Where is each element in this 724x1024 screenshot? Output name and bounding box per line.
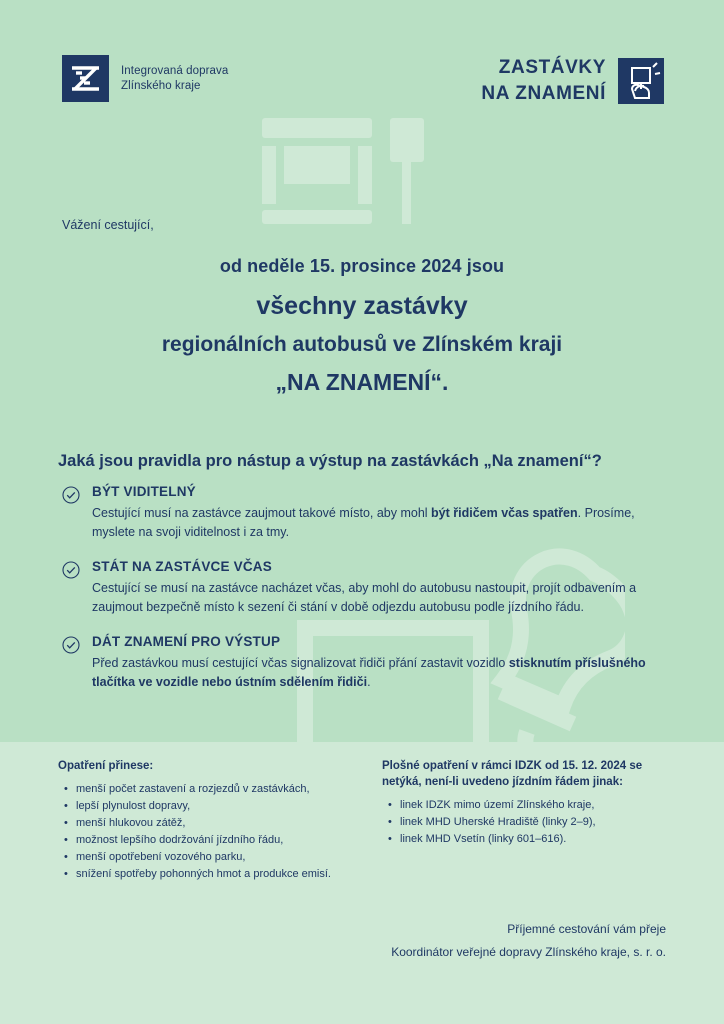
brand-logo [62,55,228,102]
bus-watermark-icon [262,118,462,228]
headline-line-4: „NA ZNAMENÍ“. [275,369,449,395]
rule-title: STÁT NA ZASTÁVCE VČAS [92,559,272,574]
footer-line-2: Koordinátor veřejné dopravy Zlínského kraje, s. r. o. [391,945,666,959]
headline-line-1: od neděle 15. prosince 2024 jsou [219,256,505,276]
headline-block [0,256,724,396]
list-item: • menší počet zastavení a rozjezdů v zastávkách, [76,781,368,798]
exceptions-heading: Plošné opatření v rámci IDZK od 15. 12. 2024 se netýká, není-li uvedeno jízdním řádem jinak: [382,760,643,788]
list-item: • linek MHD Uherské Hradiště (linky 2–9), [400,814,682,831]
footer-block [391,918,666,964]
list-item: • menší opotřebení vozového parku, [76,849,368,866]
rule-item [62,559,662,617]
rule-title: BÝT VIDITELNÝ [92,484,196,499]
list-item: • menší hlukovou zátěž, [76,815,368,832]
salutation-text: Vážení cestující, [62,218,154,232]
header-title-block [481,55,664,107]
idzk-logo-icon [62,55,109,102]
check-circle-icon [62,636,80,654]
exceptions-list [382,797,682,848]
check-circle-icon [62,486,80,504]
list-item: • snížení spotřeby pohonných hmot a produkce emisí. [76,866,368,883]
rule-title: DÁT ZNAMENÍ PRO VÝSTUP [92,634,281,649]
benefits-list [58,781,368,883]
rule-item [62,634,662,692]
benefits-heading: Opatření přinese: [58,760,154,772]
footer-line-1: Příjemné cestování vám přeje [507,922,666,936]
check-circle-icon [62,561,80,579]
headline-line-2: všechny zastávky [256,292,468,320]
page-title [481,55,606,107]
rule-text: Cestující musí na zastávce zaujmout takové místo, aby mohl být řidičem včas spatřen. Prosíme, myslete na svoji viditelnost i za tmy. [92,506,635,539]
rules-list [62,484,662,709]
brand-logo-text [121,64,228,94]
list-item: • linek MHD Vsetín (linky 601–616). [400,831,682,848]
benefits-block [58,758,368,883]
page-title-line-2: NA ZNAMENÍ [481,83,606,104]
list-item: • linek IDZK mimo území Zlínského kraje, [400,797,682,814]
rules-question: Jaká jsou pravidla pro nástup a výstup na zastávkách „Na znamení“? [58,452,602,470]
exceptions-block [382,758,682,848]
list-item: • lepší plynulost dopravy, [76,798,368,815]
list-item: • možnost lepšího dodržování jízdního řádu, [76,832,368,849]
rule-text: Před zastávkou musí cestující včas signalizovat řidiči přání zastavit vozidlo stisknutím příslušného tlačítka ve vozidle nebo ústním sdělením řidiči. [92,656,646,689]
headline-line-3: regionálních autobusů ve Zlínském kraji [161,333,563,356]
brand-line-2: Zlínského kraje [121,79,201,92]
brand-line-1: Integrovaná doprava [121,64,229,77]
page-title-line-1: ZASTÁVKY [498,57,606,78]
rule-text: Cestující se musí na zastávce nacházet včas, aby mohl do autobusu nastoupit, projít odbavením a zaujmout bezpečně místo k sezení či stání v době odjezdu autobusu podle jízdního řádu. [92,581,637,614]
hand-press-bell-icon [618,58,664,104]
rule-item [62,484,662,542]
